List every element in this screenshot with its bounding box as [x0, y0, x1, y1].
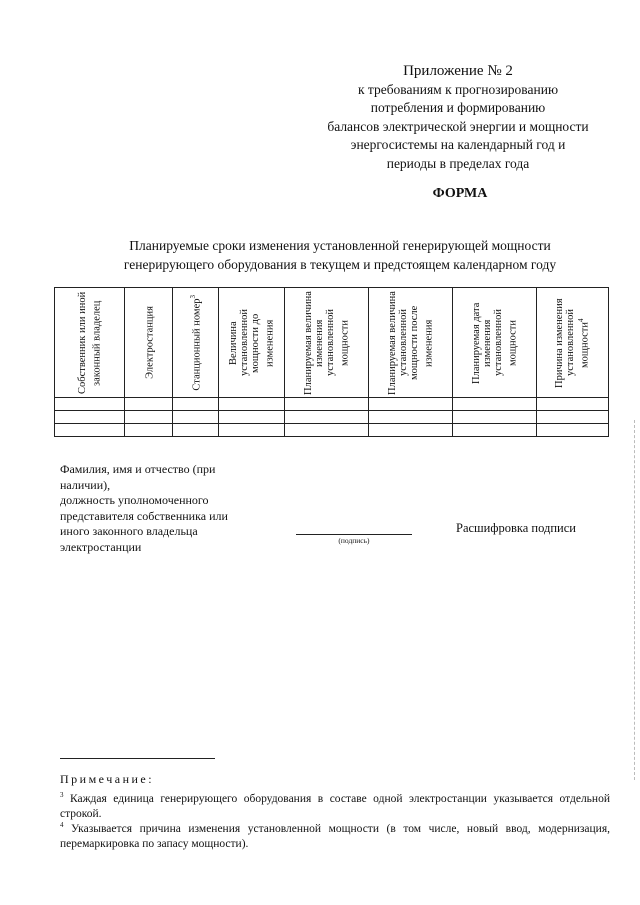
table-cell[interactable]	[219, 398, 285, 411]
table-cell[interactable]	[369, 411, 453, 424]
table-cell[interactable]	[219, 411, 285, 424]
table-header-row	[55, 288, 609, 398]
footnote-divider	[60, 758, 215, 759]
capacity-table	[54, 287, 609, 437]
header-owner: Собственник или иной законный владелец	[55, 288, 125, 398]
table-row	[55, 398, 609, 411]
representative-line: электростанции	[60, 539, 142, 554]
header-change-reason: Причина изменения установленной мощности$^4$	[537, 288, 609, 398]
table-row	[55, 411, 609, 424]
table-cell[interactable]	[55, 398, 125, 411]
appendix-line: потребления и формированию	[370, 100, 546, 115]
form-title-line: Планируемые сроки изменения установленной генерирующей мощности	[129, 238, 551, 253]
header-capacity-after: Планируемая величина установленной мощности после изменения	[369, 288, 453, 398]
notes-title: Примечание:	[60, 772, 155, 786]
form-title	[60, 236, 620, 274]
footnote-4: $^4$ Указывается причина изменения установленной мощности (в том числе, новый ввод, модернизация, перемаркировка по запасу мощности).	[60, 821, 610, 850]
representative-line: Фамилия, имя и отчество (при	[60, 462, 216, 476]
appendix-line: балансов электрической энергии и мощности	[327, 118, 589, 134]
header-power-plant: Электростанция	[125, 288, 173, 398]
table-cell[interactable]	[125, 398, 173, 411]
appendix-line: к требованиям к прогнозированию	[357, 81, 559, 97]
table-cell[interactable]	[55, 411, 125, 424]
table-cell[interactable]	[453, 424, 537, 437]
form-label: ФОРМА	[432, 186, 488, 201]
header-change-date: Планируемая дата изменения установленной мощности	[453, 288, 537, 398]
representative-line: должность уполномоченного	[60, 493, 209, 507]
signature-line[interactable]	[296, 534, 412, 535]
table-cell[interactable]	[453, 398, 537, 411]
header-planned-change: Планируемая величина изменения установленной мощности	[285, 288, 369, 398]
representative-line: иного законного владельца	[60, 524, 198, 538]
footnote-3: $^3$ Каждая единица генерирующего оборудования в составе одной электростанции указывается отдельной строкой.	[60, 791, 610, 820]
page-edge-marks	[634, 420, 637, 780]
header-capacity-before: Величина установленной мощности до изменения	[219, 288, 285, 398]
signature-decode: Расшифровка подписи	[456, 521, 576, 535]
table-cell[interactable]	[537, 398, 609, 411]
table-cell[interactable]	[219, 424, 285, 437]
appendix-header	[300, 62, 616, 173]
table-cell[interactable]	[285, 424, 369, 437]
appendix-line: периоды в пределах года	[386, 155, 530, 171]
representative-line: наличии),	[60, 477, 111, 492]
header-station-number: Станционный номер$^3$	[173, 288, 219, 398]
form-title-line: генерирующего оборудования в текущем и предстоящем календарном году	[123, 257, 557, 272]
appendix-line: энергосистемы на календарный год и	[350, 137, 566, 152]
table-cell[interactable]	[537, 424, 609, 437]
representative-block	[60, 462, 270, 555]
table-cell[interactable]	[285, 411, 369, 424]
representative-line: представителя собственника или	[60, 508, 228, 523]
table-cell[interactable]	[285, 398, 369, 411]
table-cell[interactable]	[453, 411, 537, 424]
appendix-number: Приложение № 2	[403, 63, 513, 79]
table-cell[interactable]	[369, 398, 453, 411]
table-row	[55, 424, 609, 437]
table-cell[interactable]	[55, 424, 125, 437]
table-cell[interactable]	[173, 424, 219, 437]
table-cell[interactable]	[125, 424, 173, 437]
table-cell[interactable]	[537, 411, 609, 424]
table-cell[interactable]	[173, 398, 219, 411]
table-cell[interactable]	[125, 411, 173, 424]
signature-caption: (подпись)	[338, 536, 370, 545]
table-cell[interactable]	[173, 411, 219, 424]
table-cell[interactable]	[369, 424, 453, 437]
